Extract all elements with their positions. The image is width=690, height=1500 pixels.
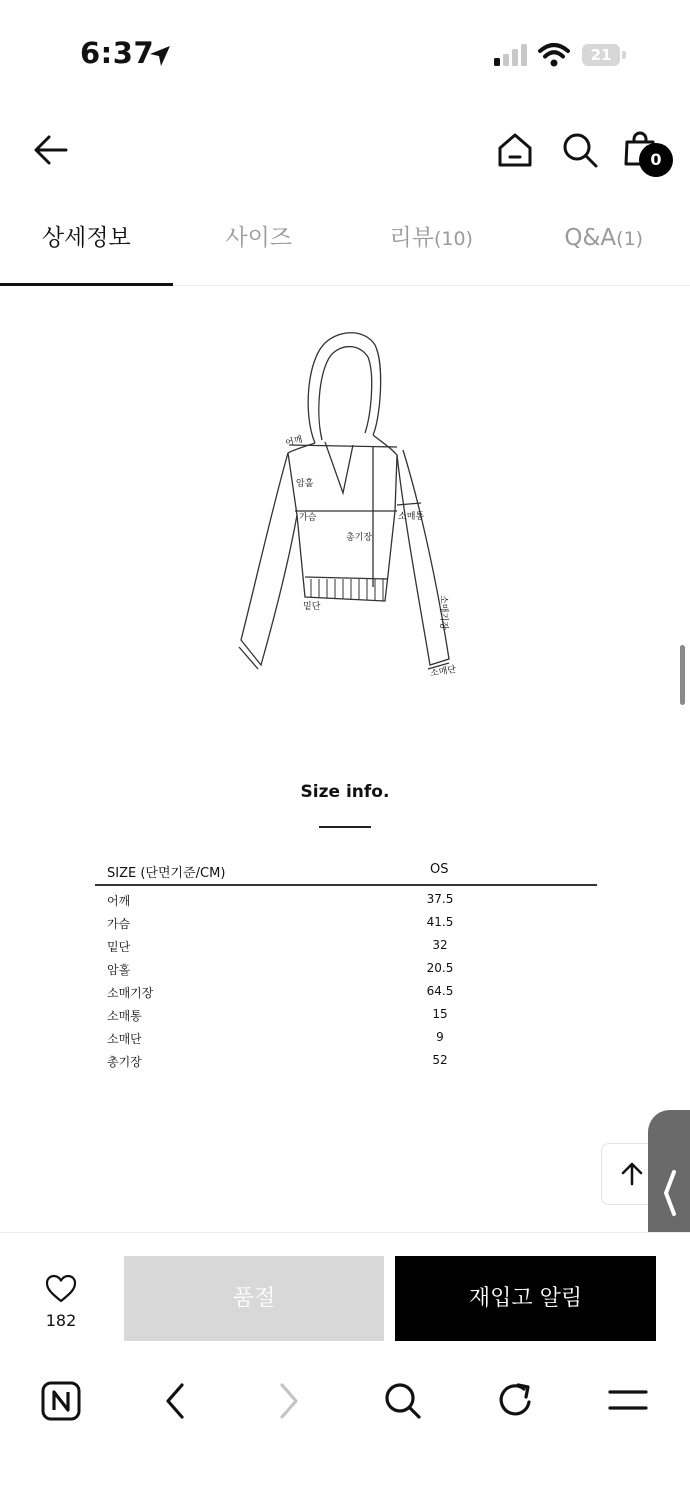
table-row [95, 982, 597, 1005]
row-label: 소매기장 [107, 986, 154, 1000]
like-count: 182 [45, 1311, 77, 1330]
diagram-label-sleeve-length: 소매기장 [437, 595, 448, 630]
tab-detail[interactable] [0, 205, 173, 285]
tab-qna[interactable] [518, 205, 690, 285]
size-table-header [95, 858, 597, 886]
battery-cap [622, 51, 626, 59]
table-row [95, 959, 597, 982]
row-value: 64.5 [426, 984, 454, 998]
tab-detail-label: 상세정보 [41, 225, 131, 251]
browser-back-icon[interactable] [160, 1381, 190, 1421]
table-row [95, 890, 597, 913]
size-table-header-os: OS [430, 862, 449, 877]
back-arrow-icon[interactable] [32, 131, 70, 169]
diagram-label-chest: 가슴 [299, 513, 317, 523]
page-scrollbar[interactable] [680, 645, 685, 705]
table-row [95, 913, 597, 936]
size-table-body [95, 890, 597, 1074]
row-value: 32 [432, 938, 448, 952]
tab-qna-label: Q&A [564, 225, 617, 251]
status-time: 6:37 [80, 36, 155, 70]
table-row [95, 936, 597, 959]
browser-forward-icon[interactable] [274, 1381, 304, 1421]
home-icon[interactable] [496, 131, 534, 169]
tab-size-label: 사이즈 [225, 225, 293, 251]
naver-home-icon[interactable] [41, 1381, 81, 1421]
wifi-icon [538, 42, 570, 68]
heart-icon[interactable] [45, 1274, 77, 1304]
reload-icon[interactable] [496, 1380, 536, 1420]
restock-notify-button[interactable]: 재입고 알림 [395, 1256, 656, 1341]
table-row [95, 1051, 597, 1074]
row-label: 어깨 [107, 894, 131, 908]
row-label: 소매단 [107, 1032, 142, 1046]
hoodie-size-diagram [225, 325, 465, 685]
row-label: 가슴 [107, 917, 131, 931]
tab-review[interactable] [345, 205, 518, 285]
row-label: 총기장 [107, 1055, 142, 1069]
tab-size[interactable] [173, 205, 346, 285]
row-label: 암홀 [107, 963, 131, 977]
size-info-divider [319, 826, 371, 828]
row-label: 밑단 [107, 940, 131, 954]
table-row [95, 1005, 597, 1028]
size-table-header-label: SIZE (단면기준/CM) [107, 866, 226, 881]
location-arrow-icon [148, 44, 172, 68]
row-value: 15 [432, 1007, 448, 1021]
battery-indicator: 21 [582, 44, 620, 66]
row-label: 소매통 [107, 1009, 142, 1023]
browser-search-icon[interactable] [382, 1380, 422, 1420]
row-value: 20.5 [426, 961, 454, 975]
diagram-label-cuff: 소매단 [429, 664, 458, 680]
tab-review-count: (10) [433, 228, 473, 250]
soldout-button: 품절 [124, 1256, 384, 1341]
tab-qna-count: (1) [616, 228, 644, 250]
cellular-signal-icon [494, 44, 528, 66]
search-icon[interactable] [561, 131, 599, 169]
row-value: 9 [436, 1030, 444, 1044]
detail-tabs [0, 205, 690, 286]
diagram-label-sleeve-width: 소매통 [398, 512, 425, 522]
size-info-title: Size info. [300, 782, 390, 802]
diagram-label-armhole: 암홀 [296, 479, 314, 489]
diagram-label-hem: 밑단 [303, 602, 321, 612]
table-row [95, 1028, 597, 1051]
diagram-label-total-length: 총기장 [346, 533, 373, 543]
menu-icon[interactable] [607, 1384, 649, 1416]
row-value: 41.5 [426, 915, 454, 929]
tab-review-label: 리뷰 [389, 225, 434, 251]
row-value: 52 [432, 1053, 448, 1067]
diagram-label-shoulder: 어깨 [284, 435, 304, 449]
browser-toolbar [0, 1359, 690, 1500]
cart-count-badge: 0 [639, 143, 673, 177]
row-value: 37.5 [426, 892, 454, 906]
